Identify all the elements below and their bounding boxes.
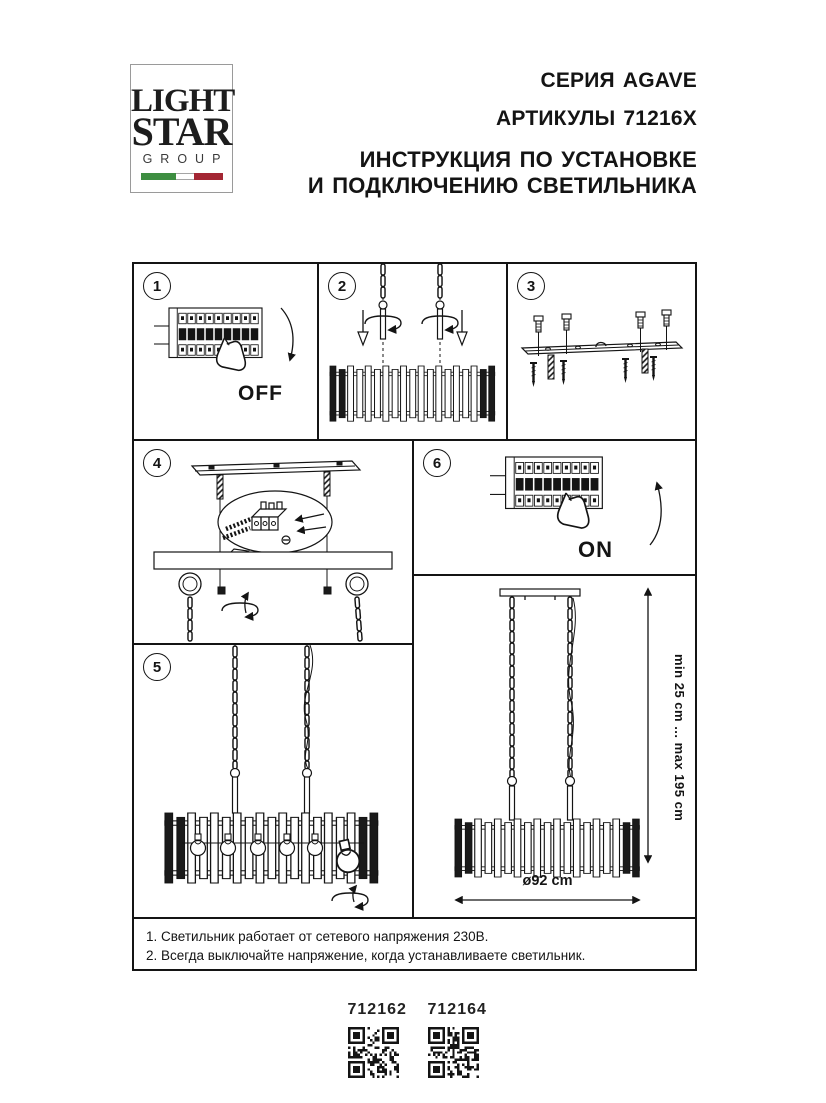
product-code-label: 712164 — [427, 1001, 487, 1018]
screw-icon — [622, 359, 629, 383]
instruction-title-line2: И ПОДКЛЮЧЕНИЮ СВЕТИЛЬНИКА — [307, 173, 697, 198]
note-line-2: 2. Всегда выключайте напряжение, когда устанавливаете светильник. — [146, 948, 586, 963]
screw-icon — [650, 357, 657, 381]
header-titles — [308, 62, 697, 199]
threaded-stud — [217, 475, 223, 499]
qr-code — [428, 1027, 479, 1078]
brand-logo — [130, 64, 233, 193]
articles-title: АРТИКУЛЫ 71216X — [496, 107, 697, 130]
rotate-arrow-icon — [222, 603, 258, 617]
step-1-panel — [132, 262, 319, 441]
screw-icon — [560, 361, 567, 385]
hanging-ring — [179, 573, 201, 595]
step-3-panel — [506, 262, 697, 441]
safety-notes — [132, 917, 697, 971]
off-label: OFF — [238, 382, 283, 405]
note-line-1: 1. Светильник работает от сетевого напряжения 230В. — [146, 929, 489, 944]
wall-plug-icon — [662, 310, 671, 326]
threaded-rod — [510, 786, 515, 820]
logo-star-text: STAR — [131, 109, 232, 154]
chandelier-dimensions-illustration — [414, 576, 695, 917]
product-column — [347, 1001, 407, 1078]
nut — [218, 587, 225, 594]
step-number: 2 — [328, 272, 356, 300]
rotate-arrow-icon — [332, 893, 368, 907]
ball-connector — [566, 777, 575, 786]
canopy-bar — [154, 552, 392, 569]
nut — [324, 587, 331, 594]
threaded-rod — [233, 777, 238, 813]
arrow-down-icon — [281, 308, 293, 360]
qr-code — [348, 1027, 399, 1078]
ball-connector — [303, 769, 312, 778]
diameter-dimension-label: ø92 cm — [522, 873, 573, 889]
ball-connector — [508, 777, 517, 786]
step-4-panel — [132, 439, 414, 645]
instruction-title-line1: ИНСТРУКЦИЯ ПО УСТАНОВКЕ — [359, 147, 697, 172]
breaker-on-illustration — [414, 441, 695, 574]
threaded-stud — [324, 472, 330, 496]
step-2-panel — [317, 262, 508, 441]
threaded-stud — [642, 349, 648, 373]
logo-group-text: GROUP — [142, 152, 229, 166]
italian-flag-icon — [141, 173, 223, 180]
threaded-rod — [381, 309, 386, 339]
step-number: 4 — [143, 449, 171, 477]
threaded-stud — [548, 355, 554, 379]
on-label: ON — [578, 537, 613, 562]
threaded-rod — [438, 309, 443, 339]
logo-light-text: LIGHT — [131, 83, 235, 119]
wall-plug-icon — [636, 312, 645, 328]
bulb-installation-illustration — [134, 645, 412, 917]
ceiling-plate — [500, 589, 580, 596]
circuit-breaker-drawing — [490, 457, 602, 508]
circuit-breaker-drawing — [154, 308, 262, 358]
ball-connector — [379, 301, 387, 309]
wall-plug-icon — [562, 314, 571, 330]
step-number: 5 — [143, 653, 171, 681]
chandelier-body — [455, 819, 639, 877]
threaded-rod — [305, 777, 310, 813]
screw-icon — [530, 363, 537, 387]
arrow-up-icon — [650, 483, 661, 545]
threaded-rod — [568, 786, 573, 820]
wall-plug-icon — [534, 316, 543, 332]
product-codes — [0, 1001, 826, 1078]
product-column — [427, 1001, 487, 1078]
step-6-panel — [412, 439, 697, 576]
step-5-panel — [132, 643, 414, 919]
ball-connector — [436, 301, 444, 309]
wiring-canopy-illustration — [134, 441, 412, 643]
dimensions-panel — [412, 574, 697, 919]
ball-connector — [231, 769, 240, 778]
height-dimension-label: min 25 cm ... max 195 cm — [672, 654, 687, 822]
step-number: 3 — [517, 272, 545, 300]
chandelier-body — [330, 366, 495, 421]
series-title: СЕРИЯ AGAVE — [540, 69, 697, 92]
hanging-ring — [346, 573, 368, 595]
step-number: 6 — [423, 449, 451, 477]
step-number: 1 — [143, 272, 171, 300]
product-code-label: 712162 — [347, 1001, 407, 1018]
